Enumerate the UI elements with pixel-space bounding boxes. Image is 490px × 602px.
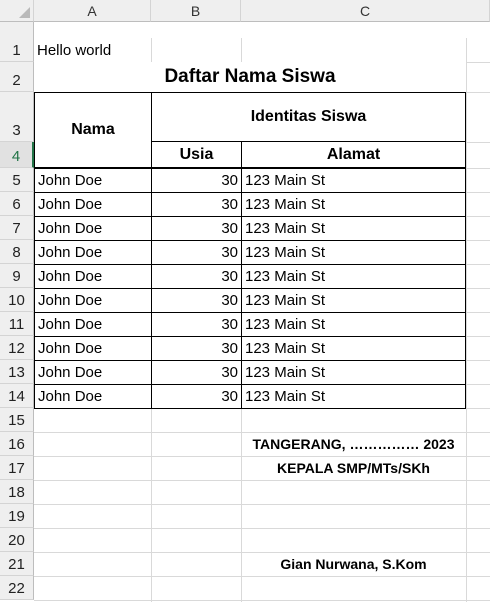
cell-usia[interactable]: 30	[151, 264, 242, 289]
cell-usia[interactable]: 30	[151, 360, 242, 385]
row-header-10[interactable]: 10	[0, 288, 34, 312]
cell-nama[interactable]: John Doe	[34, 312, 152, 337]
row-header-18[interactable]: 18	[0, 480, 34, 504]
row-header-4[interactable]: 4	[0, 142, 34, 168]
row-header-14[interactable]: 14	[0, 384, 34, 408]
cell-usia[interactable]: 30	[151, 168, 242, 193]
cell-alamat[interactable]: 123 Main St	[241, 192, 466, 217]
place-date-text[interactable]: TANGERANG, …………… 2023	[252, 436, 455, 452]
row-header-22[interactable]: 22	[0, 576, 34, 600]
cell-alamat[interactable]: 123 Main St	[241, 312, 466, 337]
cell-usia[interactable]: 30	[151, 312, 242, 337]
cell-alamat[interactable]: 123 Main St	[241, 288, 466, 313]
cell-a1[interactable]: Hello world	[37, 41, 112, 59]
row-header-1[interactable]: 1	[0, 38, 34, 62]
cell-alamat[interactable]: 123 Main St	[241, 336, 466, 361]
cell-nama[interactable]: John Doe	[34, 216, 152, 241]
cell-nama[interactable]: John Doe	[34, 264, 152, 289]
row-header-8[interactable]: 8	[0, 240, 34, 264]
header-identitas-siswa[interactable]: Identitas Siswa	[151, 92, 466, 142]
row-header-13[interactable]: 13	[0, 360, 34, 384]
cell-usia[interactable]: 30	[151, 336, 242, 361]
select-all-triangle-icon	[19, 7, 30, 18]
gridline-horizontal	[34, 528, 490, 529]
select-all-corner[interactable]	[0, 0, 34, 22]
header-gap	[0, 22, 34, 38]
cell-nama[interactable]: John Doe	[34, 384, 152, 409]
cell-usia[interactable]: 30	[151, 384, 242, 409]
column-header-c[interactable]: C	[241, 0, 490, 22]
row-header-20[interactable]: 20	[0, 528, 34, 552]
row-header-15[interactable]: 15	[0, 408, 34, 432]
cell-nama[interactable]: John Doe	[34, 360, 152, 385]
cell-usia[interactable]: 30	[151, 288, 242, 313]
cell-nama[interactable]: John Doe	[34, 336, 152, 361]
row-header-7[interactable]: 7	[0, 216, 34, 240]
cell-nama[interactable]: John Doe	[34, 288, 152, 313]
row-header-3[interactable]: 3	[0, 92, 34, 142]
row-header-2[interactable]: 2	[0, 62, 34, 92]
column-header-b[interactable]: B	[151, 0, 241, 22]
signer-name[interactable]: Gian Nurwana, S.Kom	[280, 556, 427, 572]
row-header-12[interactable]: 12	[0, 336, 34, 360]
cell-alamat[interactable]: 123 Main St	[241, 360, 466, 385]
gridline-horizontal	[34, 600, 490, 601]
gridline-horizontal	[34, 504, 490, 505]
cell-alamat[interactable]: 123 Main St	[241, 240, 466, 265]
cell-nama[interactable]: John Doe	[34, 192, 152, 217]
gridline-horizontal	[34, 576, 490, 577]
cell-usia[interactable]: 30	[151, 216, 242, 241]
cell-alamat[interactable]: 123 Main St	[241, 168, 466, 193]
row-header-6[interactable]: 6	[0, 192, 34, 216]
header-nama[interactable]: Nama	[34, 92, 152, 168]
header-alamat[interactable]: Alamat	[241, 141, 466, 168]
row-header-16[interactable]: 16	[0, 432, 34, 456]
cell-usia[interactable]: 30	[151, 240, 242, 265]
row-header-19[interactable]: 19	[0, 504, 34, 528]
row-header-5[interactable]: 5	[0, 168, 34, 192]
table-title[interactable]: Daftar Nama Siswa	[34, 62, 466, 92]
cell-alamat[interactable]: 123 Main St	[241, 216, 466, 241]
cell-alamat[interactable]: 123 Main St	[241, 384, 466, 409]
cell-nama[interactable]: John Doe	[34, 168, 152, 193]
cell-nama[interactable]: John Doe	[34, 240, 152, 265]
cell-usia[interactable]: 30	[151, 192, 242, 217]
header-usia[interactable]: Usia	[151, 141, 242, 168]
position-text[interactable]: KEPALA SMP/MTs/SKh	[277, 460, 430, 476]
row-header-9[interactable]: 9	[0, 264, 34, 288]
cell-alamat[interactable]: 123 Main St	[241, 264, 466, 289]
gridline-vertical	[466, 38, 467, 602]
gridline-horizontal	[34, 480, 490, 481]
row-header-17[interactable]: 17	[0, 456, 34, 480]
row-header-21[interactable]: 21	[0, 552, 34, 576]
row-header-11[interactable]: 11	[0, 312, 34, 336]
column-header-a[interactable]: A	[34, 0, 151, 22]
